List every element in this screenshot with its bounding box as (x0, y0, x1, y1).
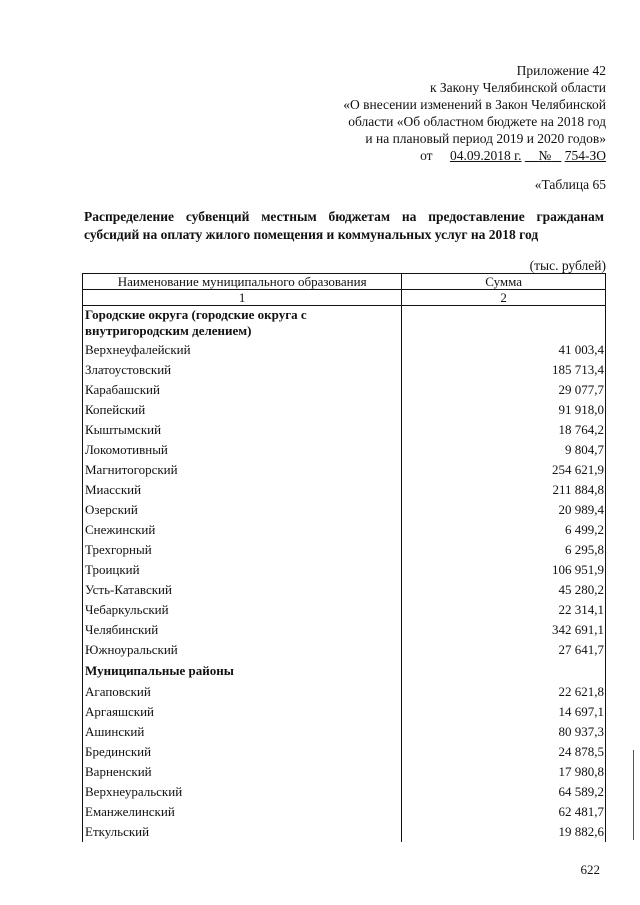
amount-cell: 6 295,8 (402, 540, 606, 560)
amount-cell: 211 884,8 (402, 480, 606, 500)
amount-cell (402, 660, 606, 682)
number-sign: № (538, 148, 552, 163)
municipality-name-cell: Троицкий (83, 560, 402, 580)
municipality-name-cell: Ашинский (83, 722, 402, 742)
column-number: 2 (402, 290, 606, 306)
municipality-name-cell: Миасский (83, 480, 402, 500)
column-header-sum: Сумма (402, 274, 606, 290)
amount-cell: 9 804,7 (402, 440, 606, 460)
law-date-number (286, 147, 606, 164)
table-row (83, 540, 606, 560)
table-row (83, 420, 606, 440)
table-row (83, 640, 606, 660)
column-header-name: Наименование муниципального образования (83, 274, 402, 290)
amount-cell: 14 697,1 (402, 702, 606, 722)
table-row (83, 400, 606, 420)
table-row (83, 822, 606, 842)
amount-cell (402, 306, 606, 341)
municipality-name-cell: Трехгорный (83, 540, 402, 560)
municipality-name-cell: Челябинский (83, 620, 402, 640)
municipality-name-cell: Варненский (83, 762, 402, 782)
municipality-name-cell: Златоустовский (83, 360, 402, 380)
table-row (83, 762, 606, 782)
section-name-cell: Городские округа (городские округа с внутригородским делением) (83, 306, 402, 341)
table-section-row (83, 660, 606, 682)
municipality-name-cell: Чебаркульский (83, 600, 402, 620)
municipality-name-cell: Кыштымский (83, 420, 402, 440)
table-row (83, 520, 606, 540)
from-label: от (420, 148, 433, 163)
table-row (83, 620, 606, 640)
amount-cell: 185 713,4 (402, 360, 606, 380)
amount-cell: 22 314,1 (402, 600, 606, 620)
table-row (83, 440, 606, 460)
amount-cell: 20 989,4 (402, 500, 606, 520)
amount-cell: 24 878,5 (402, 742, 606, 762)
table-section-row (83, 306, 606, 341)
amount-cell: 19 882,6 (402, 822, 606, 842)
law-number: 754-ЗО (564, 148, 606, 163)
municipality-name-cell: Аргаяшский (83, 702, 402, 722)
amount-cell: 45 280,2 (402, 580, 606, 600)
table-row (83, 580, 606, 600)
municipality-name-cell: Еманжелинский (83, 802, 402, 822)
table-body (83, 306, 606, 843)
municipality-name-cell: Карабашский (83, 380, 402, 400)
amount-cell: 27 641,7 (402, 640, 606, 660)
amount-cell: 342 691,1 (402, 620, 606, 640)
municipality-name-cell: Копейский (83, 400, 402, 420)
municipality-name-cell: Магнитогорский (83, 460, 402, 480)
law-date: 04.09.2018 г. (449, 148, 522, 163)
document-header (286, 62, 606, 164)
table-row (83, 600, 606, 620)
table-row (83, 702, 606, 722)
amount-cell: 29 077,7 (402, 380, 606, 400)
municipality-name-cell: Брединский (83, 742, 402, 762)
units-label: (тыс. рублей) (529, 258, 606, 273)
municipality-name-cell: Еткульский (83, 822, 402, 842)
header-line: области «Об областном бюджете на 2018 год (348, 114, 606, 129)
municipality-name-cell: Озерский (83, 500, 402, 520)
amount-cell: 17 980,8 (402, 762, 606, 782)
column-number: 1 (83, 290, 402, 306)
amount-cell: 254 621,9 (402, 460, 606, 480)
table-row (83, 682, 606, 702)
table-row (83, 722, 606, 742)
amount-cell: 80 937,3 (402, 722, 606, 742)
amount-cell: 64 589,2 (402, 782, 606, 802)
table-row (83, 480, 606, 500)
section-name-cell: Муниципальные районы (83, 660, 402, 682)
table-row (83, 782, 606, 802)
table-reference: «Таблица 65 (534, 177, 606, 192)
municipality-name-cell: Локомотивный (83, 440, 402, 460)
subsidy-table (82, 273, 606, 842)
table-row (83, 802, 606, 822)
amount-cell: 6 499,2 (402, 520, 606, 540)
header-line: к Закону Челябинской области (429, 80, 606, 95)
table-row (83, 340, 606, 360)
table-row (83, 380, 606, 400)
table-row (83, 460, 606, 480)
document-title: Распределение субвенций местным бюджетам на предоставление гражданам субсидий на оплату жилого помещения и коммунальных услуг на 2018 год (84, 209, 604, 242)
table-row (83, 742, 606, 762)
amount-cell: 22 621,8 (402, 682, 606, 702)
municipality-name-cell: Агаповский (83, 682, 402, 702)
amount-cell: 62 481,7 (402, 802, 606, 822)
amount-cell: 18 764,2 (402, 420, 606, 440)
scan-edge-line (633, 750, 634, 840)
header-line: Приложение 42 (516, 63, 606, 78)
amount-cell: 91 918,0 (402, 400, 606, 420)
municipality-name-cell: Усть-Катавский (83, 580, 402, 600)
header-line: «О внесении изменений в Закон Челябинской (343, 97, 606, 112)
header-line: и на плановый период 2019 и 2020 годов» (365, 131, 606, 146)
amount-cell: 106 951,9 (402, 560, 606, 580)
table-row (83, 360, 606, 380)
table-column-numbers-row (83, 290, 606, 306)
municipality-name-cell: Снежинский (83, 520, 402, 540)
page-number: 622 (580, 862, 600, 877)
municipality-name-cell: Верхнеуфалейский (83, 340, 402, 360)
table-row (83, 560, 606, 580)
table-row (83, 500, 606, 520)
municipality-name-cell: Южноуральский (83, 640, 402, 660)
table-header-row (83, 274, 606, 290)
municipality-name-cell: Верхнеуральский (83, 782, 402, 802)
amount-cell: 41 003,4 (402, 340, 606, 360)
